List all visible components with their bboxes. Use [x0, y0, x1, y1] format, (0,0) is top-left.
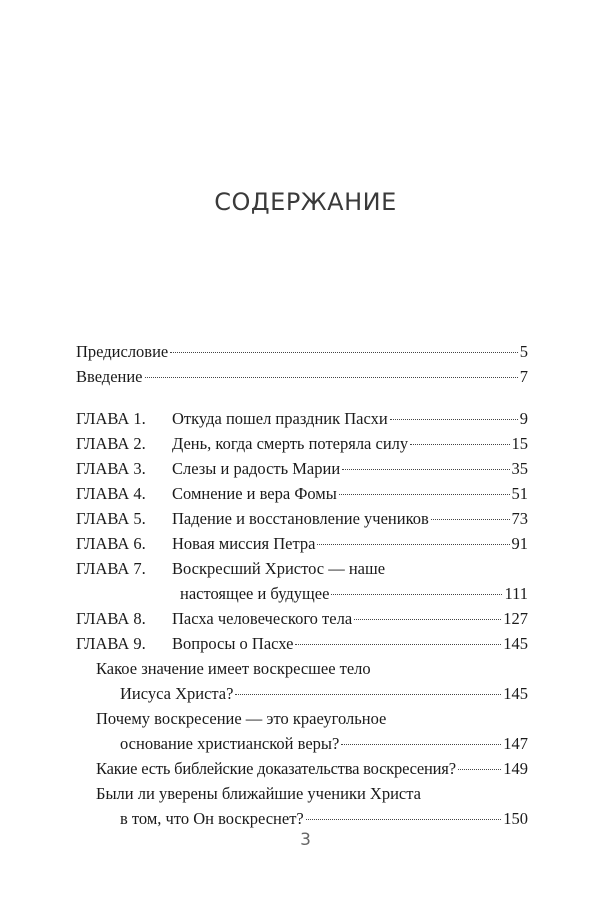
dot-leader	[431, 519, 510, 520]
dot-leader	[390, 419, 518, 420]
toc-page-number: 150	[503, 809, 528, 828]
toc-subentry-4-line2[interactable]	[76, 807, 528, 831]
subentry-title: Почему воскресение — это краеугольное	[96, 709, 387, 728]
toc-page-number: 111	[504, 584, 528, 603]
chapter-number: ГЛАВА 3.	[76, 459, 146, 478]
toc-entry-label: Введение	[76, 367, 143, 386]
chapter-title: День, когда смерть потеряла силу	[172, 434, 409, 453]
toc-entry-chapter-4[interactable]	[76, 482, 528, 506]
subentry-title: Какое значение имеет воскресшее тело	[96, 659, 371, 678]
subentry-title: Какие есть библейские доказательства воскресения?	[96, 759, 456, 778]
toc-subentry-1-line2[interactable]	[76, 682, 528, 706]
chapter-title: Сомнение и вера Фомы	[172, 484, 337, 503]
toc-page-number: 149	[503, 759, 528, 778]
subentry-title: Были ли уверены ближайшие ученики Христа	[96, 784, 421, 803]
toc-entry-introduction[interactable]	[76, 365, 528, 389]
toc-entry-chapter-7-line2[interactable]	[76, 582, 528, 606]
toc-subentry-2-line2[interactable]	[76, 732, 528, 756]
toc-page-number: 9	[519, 409, 528, 428]
toc-entry-chapter-7-line1[interactable]	[76, 557, 528, 581]
toc-entry-chapter-8[interactable]	[76, 607, 528, 631]
toc-entry-chapter-3[interactable]	[76, 457, 528, 481]
dot-leader	[458, 769, 501, 770]
dot-leader	[145, 377, 518, 378]
toc-page-number: 73	[511, 509, 528, 528]
toc-page-number: 145	[503, 634, 528, 653]
chapter-title-continued: настоящее и будущее	[180, 584, 330, 603]
toc-page-number: 91	[511, 534, 528, 553]
chapter-title: Падение и восстановление учеников	[172, 509, 429, 528]
toc-page-number: 15	[511, 434, 528, 453]
toc-page-number: 147	[503, 734, 528, 753]
subentry-title-continued: основание христианской веры?	[120, 734, 340, 753]
toc-page-number: 127	[503, 609, 528, 628]
chapter-number: ГЛАВА 8.	[76, 609, 146, 628]
toc-page-number: 7	[519, 367, 528, 386]
chapter-title: Слезы и радость Марии	[172, 459, 341, 478]
page-title: СОДЕРЖАНИЕ	[214, 188, 397, 216]
chapter-number: ГЛАВА 2.	[76, 434, 146, 453]
chapter-title: Воскресший Христос — наше	[172, 559, 386, 578]
chapter-title: Откуда пошел праздник Пасхи	[172, 409, 388, 428]
toc-entry-chapter-5[interactable]	[76, 507, 528, 531]
toc-page-number: 35	[511, 459, 528, 478]
toc-subentry-3[interactable]	[76, 757, 528, 781]
chapter-title: Новая миссия Петра	[172, 534, 316, 553]
toc-entry-chapter-1[interactable]	[76, 407, 528, 431]
toc-page-number: 51	[511, 484, 528, 503]
subentry-title-continued: Иисуса Христа?	[120, 684, 234, 703]
chapter-number: ГЛАВА 1.	[76, 409, 146, 428]
page-number: 3	[300, 830, 311, 850]
chapter-number: ГЛАВА 5.	[76, 509, 146, 528]
chapter-title: Вопросы о Пасхе	[172, 634, 294, 653]
chapter-number: ГЛАВА 6.	[76, 534, 146, 553]
toc-page-number: 5	[519, 342, 528, 361]
dot-leader	[342, 469, 509, 470]
toc-subentry-2-line1[interactable]	[76, 707, 528, 731]
subentry-title-continued: в том, что Он воскреснет?	[120, 809, 304, 828]
toc-entry-label: Предисловие	[76, 342, 169, 361]
toc-subentry-4-line1[interactable]	[76, 782, 528, 806]
dot-leader	[170, 352, 518, 353]
chapter-number: ГЛАВА 9.	[76, 634, 146, 653]
toc-subentry-1-line1[interactable]	[76, 657, 528, 681]
dot-leader	[317, 544, 509, 545]
dot-leader	[354, 619, 501, 620]
dot-leader	[341, 744, 501, 745]
dot-leader	[306, 819, 502, 820]
chapter-number: ГЛАВА 7.	[76, 559, 146, 578]
dot-leader	[331, 594, 502, 595]
dot-leader	[235, 694, 501, 695]
dot-leader	[339, 494, 510, 495]
chapter-title: Пасха человеческого тела	[172, 609, 353, 628]
toc-entry-preface[interactable]	[76, 340, 528, 364]
dot-leader	[410, 444, 509, 445]
toc-entry-chapter-9[interactable]	[76, 632, 528, 656]
toc-page-number: 145	[503, 684, 528, 703]
chapter-number: ГЛАВА 4.	[76, 484, 146, 503]
toc-entry-chapter-6[interactable]	[76, 532, 528, 556]
dot-leader	[295, 644, 501, 645]
toc-entry-chapter-2[interactable]	[76, 432, 528, 456]
